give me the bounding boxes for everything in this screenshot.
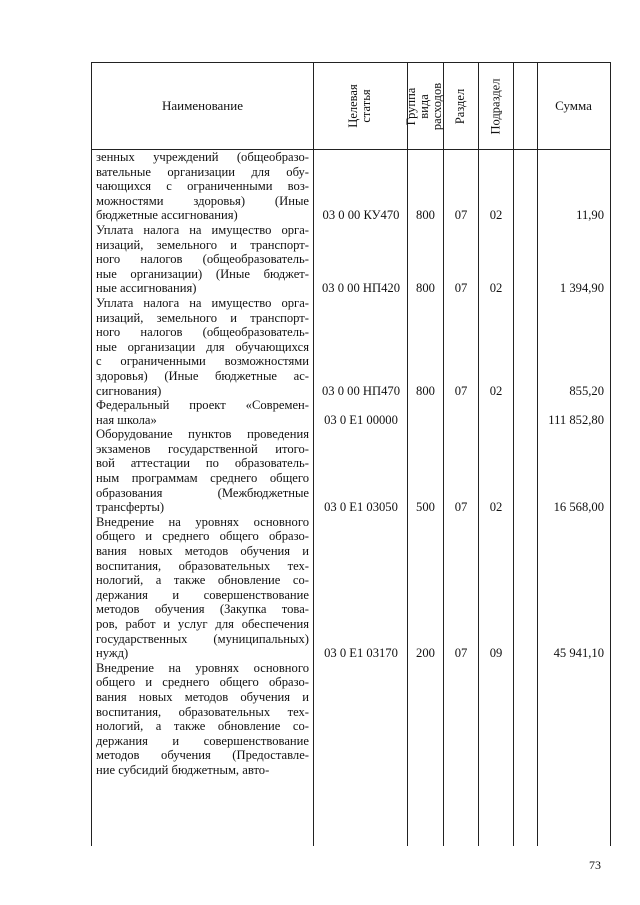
row-name-line: методов обучения (Закупка това- — [96, 602, 309, 617]
row-sum: 855,20 — [569, 383, 604, 398]
header-subsection-label: Подраздел — [488, 78, 502, 134]
row-name-line: ние субсидий бюджетным, авто- — [96, 762, 270, 777]
row-sum: 11,90 — [576, 208, 604, 223]
row-name-line: низаций, земельного и транспорт- — [96, 310, 309, 325]
row-name-line: зенных учреждений (общеобразо- — [96, 150, 309, 164]
table-row — [92, 150, 610, 223]
header-section-label: Раздел — [453, 88, 468, 124]
row-group: 200 — [416, 646, 435, 661]
header-name: Наименование — [162, 98, 243, 113]
row-name — [92, 398, 309, 427]
row-subsection: 02 — [489, 383, 503, 398]
row-name-line: Внедрение на уровнях основного — [96, 660, 309, 675]
row-name — [92, 296, 309, 398]
row-group: 800 — [416, 208, 435, 223]
row-name-line: Оборудование пунктов проведения — [96, 427, 309, 442]
row-name-line: можностями здоровья) (Иные — [96, 193, 309, 208]
row-name-line: Уплата налога на имущество орга- — [96, 295, 309, 310]
row-name-line: общего и среднего общего образо- — [96, 675, 309, 690]
row-group: 800 — [416, 383, 435, 398]
row-sum: 1 394,90 — [559, 281, 604, 296]
row-section: 07 — [454, 208, 468, 223]
row-name-line: нологий, а также обновление со- — [96, 573, 309, 588]
row-subsection: 09 — [489, 646, 503, 661]
row-name-line: сигнования) — [96, 383, 162, 398]
row-name-line: государственных (муниципальных) — [96, 631, 309, 646]
table-row — [92, 398, 610, 427]
row-name-line: образования (Межбюджетные — [96, 485, 309, 500]
row-subsection: 02 — [489, 208, 503, 223]
row-sum: 45 941,10 — [553, 646, 604, 661]
row-name-line: ные организации для обучающихся — [96, 339, 309, 354]
header-section — [443, 63, 478, 149]
row-name-line: ного налогов (общеобразователь- — [96, 252, 309, 267]
table-row — [92, 427, 610, 515]
table-row — [92, 661, 610, 778]
row-name-line: держания и совершенствование — [96, 733, 309, 748]
header-group-label: Группа вида расходов — [404, 82, 445, 130]
table-body — [92, 150, 610, 778]
row-name-line: воспитания, образовательных тех- — [96, 558, 309, 573]
row-name-line: ная школа» — [96, 412, 157, 427]
row-name — [92, 150, 309, 223]
row-target: 03 0 E1 00000 — [324, 412, 398, 427]
row-sum: 111 852,80 — [548, 412, 604, 427]
row-section: 07 — [454, 281, 468, 296]
row-name-line: ным программам среднего общего — [96, 471, 309, 486]
row-name — [92, 427, 309, 515]
row-name-line: общего и среднего общего образо- — [96, 529, 309, 544]
row-name-line: чающихся с ограниченными воз- — [96, 179, 309, 194]
row-name-line: воспитания, образовательных тех- — [96, 704, 309, 719]
row-name-line: экзаменов государственной итого- — [96, 441, 309, 456]
row-name-line: ного налогов (общеобразователь- — [96, 325, 309, 340]
row-name — [92, 661, 309, 778]
row-name — [92, 223, 309, 296]
row-sum: 16 568,00 — [553, 500, 604, 515]
row-name — [92, 515, 309, 661]
row-name-line: Федеральный проект «Современ- — [96, 398, 309, 413]
page-number: 73 — [589, 858, 601, 872]
table-row — [92, 296, 610, 398]
row-name-line: вой аттестации по образователь- — [96, 456, 309, 471]
row-name-line: ров, работ и услуг для обеспечения — [96, 617, 309, 631]
row-target: 03 0 E1 03170 — [324, 646, 398, 661]
row-target: 03 0 00 НП470 — [321, 383, 400, 398]
row-target: 03 0 00 КУ470 — [322, 208, 400, 223]
row-target: 03 0 00 НП420 — [321, 281, 400, 296]
row-name-line: здоровья) (Иные бюджетные ас- — [96, 368, 309, 383]
row-name-line: низаций, земельного и транспорт- — [96, 237, 309, 252]
table-row — [92, 515, 610, 661]
row-name-line: вания новых методов обучения и — [96, 544, 309, 559]
header-target — [313, 63, 407, 149]
row-name-line: методов обучения (Предоставле- — [96, 748, 309, 763]
row-subsection: 02 — [489, 281, 503, 296]
row-name-line: нужд) — [96, 646, 129, 661]
row-subsection: 02 — [489, 500, 503, 515]
table-row — [92, 223, 610, 296]
row-name-line: держания и совершенствование — [96, 587, 309, 602]
row-target: 03 0 E1 03050 — [324, 500, 398, 515]
header-group — [404, 63, 445, 149]
row-group: 500 — [416, 500, 435, 515]
row-name-line: с ограниченными возможностями — [96, 354, 309, 369]
header-sum: Сумма — [555, 98, 592, 113]
row-name-line: Внедрение на уровнях основного — [96, 514, 309, 529]
row-name-line: трансферты) — [96, 500, 165, 515]
row-name-line: вательные организации для обу- — [96, 164, 309, 179]
row-section: 07 — [454, 500, 468, 515]
header-subsection — [478, 63, 513, 149]
row-section: 07 — [454, 383, 468, 398]
row-name-line: вания новых методов обучения и — [96, 689, 309, 704]
row-group: 800 — [416, 281, 435, 296]
row-name-line: бюджетные ассигнования) — [96, 208, 238, 223]
budget-table — [91, 62, 611, 846]
row-name-line: ные организации) (Иные бюджет- — [96, 266, 309, 281]
header-target-label: Целевая статья — [346, 84, 373, 128]
row-section: 07 — [454, 646, 468, 661]
row-name-line: ные ассигнования) — [96, 281, 197, 296]
row-name-line: Уплата налога на имущество орга- — [96, 222, 309, 237]
row-name-line: нологий, а также обновление со- — [96, 719, 309, 734]
